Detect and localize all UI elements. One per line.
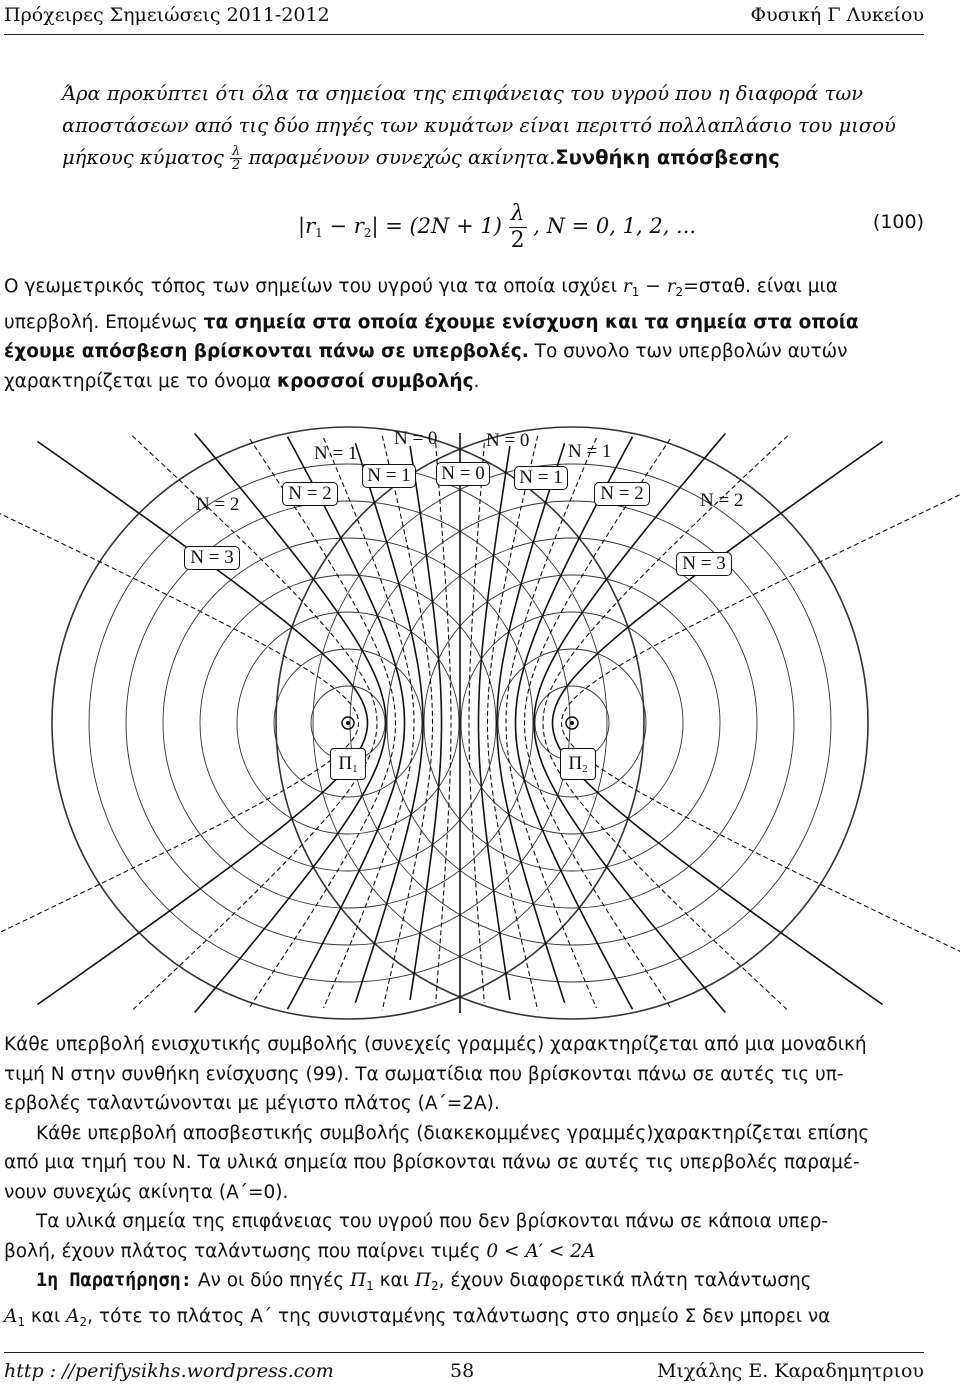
eq-r1: r <box>305 214 316 238</box>
eq-r2: r <box>353 214 364 238</box>
page-number: 58 <box>450 1360 475 1382</box>
constructive-hyperbola <box>553 442 883 1005</box>
box-label-n1-inner-right: N = 1 <box>514 466 568 490</box>
lambda-half-fraction <box>230 145 242 172</box>
destructive-hyperbola <box>324 438 414 1008</box>
eq-minus: − <box>329 214 348 238</box>
hyp-line-1: Κάθε υπερβολή ενισχυτικής συμβολής (συνεχείς γραμμές) χαρακτηρίζεται από μια μοναδική <box>4 1034 867 1055</box>
locus-r2: r <box>666 276 676 297</box>
note-pi-sub-2: 2 <box>431 1279 439 1293</box>
box-label-n2-right: N = 2 <box>594 482 650 506</box>
locus-line-4c: . <box>473 370 480 392</box>
destructive-hyperbola <box>436 443 451 1003</box>
box-label-n0-inner: N = 0 <box>436 462 490 486</box>
eq-middle: = (2N + 1) <box>385 214 502 238</box>
source-2-letter: Π <box>568 753 583 774</box>
footer-url[interactable]: http : //perifysikhs.wordpress.com <box>4 1360 334 1382</box>
source-1-label <box>330 748 366 780</box>
destructive-hyperbola <box>488 436 538 1010</box>
note-pi-1: Π <box>349 1270 367 1291</box>
destructive-hyperbola <box>469 443 484 1003</box>
header-left: Πρόχειρες Σημειώσεις 2011-2012 <box>4 4 330 26</box>
locus-minus: − <box>645 276 661 297</box>
note-line-2b: , τότε το πλάτος Α΄ της συνισταμένης ταλάντωσης στο σημείο Σ δεν μπορει να <box>87 1305 831 1327</box>
source-2-sub: 2 <box>582 763 588 775</box>
hyp-line-6: νουν συνεχώς ακίνητα (Α΄=0). <box>4 1181 289 1203</box>
equation-100: $|r_1 - r_2| = (2N + 1)$ $\frac{\lambda}{2}$ , N = 0, 1, 2, ... <box>298 201 697 253</box>
locus-line-2a: υπερβολή. Επομένως <box>4 311 198 333</box>
eq-fraction <box>509 201 527 254</box>
locus-line-1a: Ο γεωμετρικός τόπος των σημείων του υγρού για τα οποία ισχύει <box>4 276 618 297</box>
destructive-hyperbola <box>525 439 671 1007</box>
note-line-1 <box>4 1266 929 1302</box>
destructive-hyperbola <box>250 439 396 1007</box>
intro-line-3b: παραμένουν συνεχώς ακίνητα. <box>248 146 556 169</box>
interference-fringes-term: κροσσοί συμβολής <box>276 370 474 392</box>
hyperbola-curves <box>0 433 960 1013</box>
box-label-n3-left: N = 3 <box>184 546 240 570</box>
footer-author: Μιχάλης Ε. Καραδημητριου <box>656 1360 924 1382</box>
locus-line-4 <box>4 367 929 397</box>
note-a-sub-2: 2 <box>79 1314 88 1329</box>
destructive-hyperbola <box>382 436 432 1010</box>
fraction-numerator: λ <box>232 144 241 159</box>
hyp-line-8a: βολή, έχουν πλάτος ταλάντωσης που παίρνει τιμές <box>4 1240 481 1262</box>
note-line-1b: , έχουν διαφορετικά πλάτη ταλάντωσης <box>438 1270 812 1291</box>
eq-sub-2: 2 <box>363 226 372 240</box>
locus-line-3a: έχουμε απόσβεση βρίσκονται πάνω σε υπερβολές. <box>4 341 529 362</box>
constructive-hyperbola <box>479 446 510 1000</box>
label-n2-left: N = 2 <box>196 494 240 515</box>
hyp-line-3: ερβολές ταλαντώνονται με μέγιστο πλάτος (Α΄=2Α). <box>4 1093 500 1114</box>
paragraph-hyperbolas <box>4 1030 960 1266</box>
equation-number: (100) <box>872 211 924 233</box>
note-line-2 <box>4 1302 929 1338</box>
source-2-marker <box>566 717 578 729</box>
source-1-sub: 1 <box>352 763 358 775</box>
intro-line-2: αποστάσεων από τις δύο πηγές των κυμάτων είναι περιττό πολλαπλάσιο του μισού <box>62 114 896 137</box>
intro-line-1: Άρα προκύπτει ότι όλα τα σημείοα της επιφάνειας του υγρού που η διαφορά των <box>62 82 864 105</box>
source-2-label <box>560 748 596 780</box>
paragraph-locus <box>4 272 929 396</box>
hyp-line-2: τιμή N στην συνθήκη ενίσχυσης (99). Τα σωματίδια που βρίσκονται πάνω σε αυτές τις υπ- <box>4 1063 844 1085</box>
hyp-line-4: Κάθε υπερβολή αποσβεστικής συμβολής (διακεκομμένες γραμμές)χαρακτηρίζεται επίσης <box>36 1122 870 1144</box>
locus-sub-1: 1 <box>631 285 640 299</box>
label-n1-left: N = 1 <box>314 443 358 464</box>
intro-line-3 <box>62 142 924 174</box>
hyp-line-5: από μια τημή του N. Τα υλικά σημεία που βρίσκονται πάνω σε αυτές τις υπερβολές παραμέ- <box>4 1152 860 1173</box>
note-label: 1η Παρατήρηση: <box>36 1270 192 1291</box>
locus-line-2b: τα σημεία στα οποία έχουμε ενίσχυση και τα σημεία στα οποία <box>203 311 859 333</box>
label-n0-right: N = 0 <box>486 430 530 451</box>
note-pi-2: Π <box>414 1270 432 1291</box>
source-1-letter: Π <box>338 753 353 774</box>
fraction-denominator: 2 <box>231 158 241 173</box>
source-1-marker <box>342 717 354 729</box>
constructive-hyperbola <box>497 443 565 1002</box>
label-n1-right: N = 1 <box>568 441 612 462</box>
destructive-hyperbola <box>562 437 960 1010</box>
eq-sub-1: 1 <box>315 226 323 240</box>
amplitude-range-math: 0 < A′ < 2A <box>486 1240 596 1262</box>
header-right: Φυσική Γ Λυκείου <box>750 4 924 26</box>
note-a-1: A <box>4 1305 18 1327</box>
hyp-line-8 <box>4 1237 960 1267</box>
locus-line-2 <box>4 308 929 338</box>
constructive-hyperbola <box>410 446 441 1000</box>
locus-line-3b: Το συνολο των υπερβολών αυτών <box>534 341 848 362</box>
locus-sub-2: 2 <box>675 285 684 299</box>
note-line-1a: Αν οι δύο πηγές <box>197 1270 345 1291</box>
damping-condition-heading: Συνθήκη απόσβεσης <box>555 146 780 169</box>
locus-r1: r <box>622 276 632 297</box>
header-rule <box>4 34 924 35</box>
label-n0-left: N = 0 <box>394 428 438 449</box>
locus-line-1b: =σταθ. είναι μια <box>683 276 838 297</box>
label-n2-right: N = 2 <box>700 490 744 511</box>
constructive-hyperbola <box>38 442 368 1005</box>
constructive-hyperbola <box>355 443 423 1002</box>
box-label-n2-left: N = 2 <box>282 482 338 506</box>
locus-line-4a: χαρακτηρίζεται με το όνομα <box>4 370 272 392</box>
note-a-2: A <box>66 1305 80 1327</box>
eq-denominator: 2 <box>510 228 525 253</box>
note-and-2: και <box>30 1305 61 1327</box>
intro-line-3a: μήκους κύματος <box>62 146 224 169</box>
destructive-hyperbola <box>506 438 596 1008</box>
interference-figure <box>0 420 960 1020</box>
eq-numerator: λ <box>510 201 525 226</box>
hyp-line-7: Τα υλικά σημεία της επιφάνειας του υγρού που δεν βρίσκονται πάνω σε κάποια υπερ- <box>36 1211 829 1232</box>
intro-paragraph <box>62 78 924 174</box>
locus-line-3 <box>4 337 929 367</box>
footer-rule <box>4 1352 924 1353</box>
locus-line-1 <box>4 272 929 308</box>
note-a-sub-1: 1 <box>17 1314 26 1329</box>
note-paragraph <box>4 1266 929 1337</box>
box-label-n3-right: N = 3 <box>676 552 732 576</box>
note-and-1: και <box>379 1270 409 1291</box>
eq-rhs: , N = 0, 1, 2, ... <box>533 214 697 238</box>
note-pi-sub-1: 1 <box>366 1279 374 1293</box>
box-label-n1-inner-left: N = 1 <box>362 464 416 488</box>
